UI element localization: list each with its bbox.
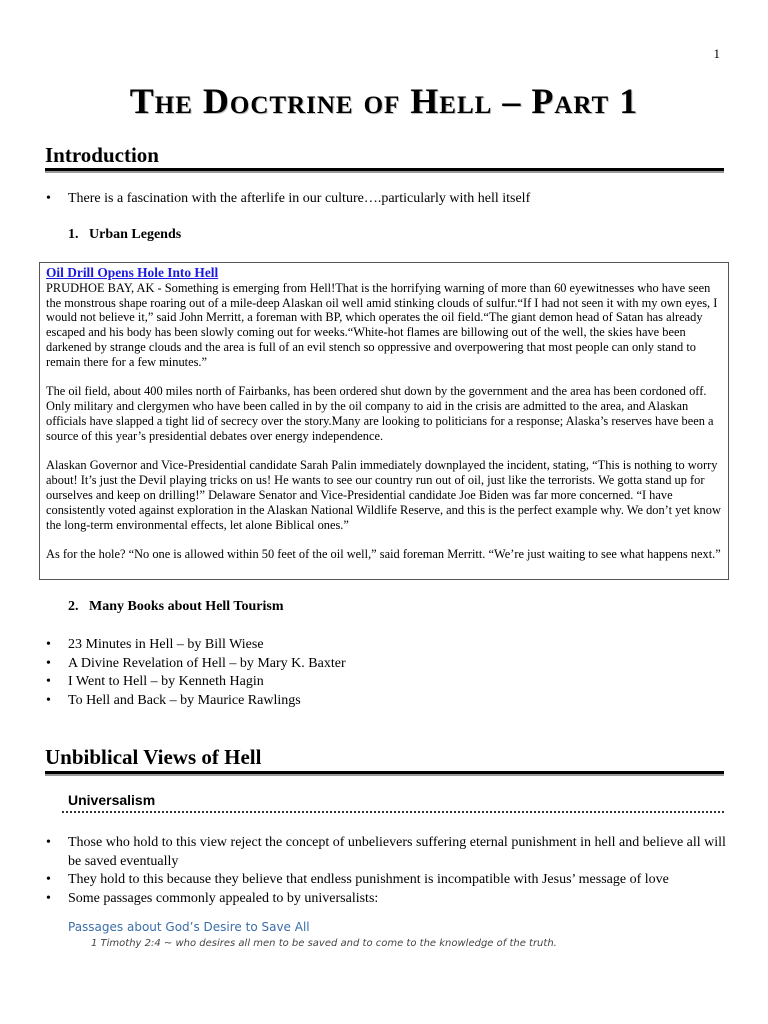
article-paragraph: PRUDHOE BAY, AK - Something is emerging from Hell!That is the horrifying warning of more than 60 eyewitnesses who have seen the monstrous shape roaring out of a mile-deep Alaskan oil well amid stinking clouds of sulfur.“If I had not seen it with my own eyes, I would not believe it,” said John Merritt, a foreman with BP, which operates the oil field.“The giant demon head of Satan has already escaped and his body has been slowly coming out for weeks.“White-hot flames are billowing out of the well, the skies have been darkened by strange clouds and the area is full of an evil stench so oppressive and overpowering that most people can only stand to remain there for a few minutes.” [46, 280, 718, 369]
list-item: • They hold to this because they believe that endless punishment is incompatible with Jesus’ message of love [0, 871, 768, 890]
section-rule [45, 771, 724, 776]
list-item: • Those who hold to this view reject the concept of unbelievers suffering eternal punishment in hell and believe all will be saved eventually [0, 834, 768, 871]
numbered-heading-hell-tourism: 2. Many Books about Hell Tourism [68, 599, 284, 614]
list-item: • 23 Minutes in Hell – by Bill Wiese [0, 636, 768, 655]
article-title-link[interactable]: Oil Drill Opens Hole Into Hell [46, 265, 219, 280]
article-paragraph: As for the hole? “No one is allowed within 50 feet of the oil well,” said foreman Merritt. “We’re just waiting to see what happens next.” [46, 547, 721, 562]
section-heading-unbiblical-views: Unbiblical Views of Hell [45, 745, 262, 769]
section-rule [45, 168, 724, 173]
passage-title: Passages about God’s Desire to Save All [68, 920, 310, 934]
universalism-bullet-list [0, 834, 768, 908]
article-paragraph: The oil field, about 400 miles north of Fairbanks, has been ordered shut down by the government and the area has been cordoned off. Only military and clergymen who have been called in by the oil company to aid in the crisis are admitted to the area, and Alaskan officials have slapped a tight lid of secrecy over the story.Many are looking to politicians for a response; Alaska’s reserves have been a source of this year’s presidential debates over energy independence. [46, 384, 714, 443]
list-item: • There is a fascination with the afterlife in our culture….particularly with hell itself [0, 190, 768, 209]
page-number: 1 [713, 46, 720, 61]
document-title: The Doctrine of Hell – Part 1 [129, 81, 639, 121]
numbered-heading-urban-legends: 1. Urban Legends [68, 227, 182, 242]
list-item: • I Went to Hell – by Kenneth Hagin [0, 673, 768, 692]
passage-text: 1 Timothy 2:4 ~ who desires all men to be saved and to come to the knowledge of the truth. [91, 938, 557, 949]
list-item: • Some passages commonly appealed to by universalists: [0, 890, 768, 909]
list-item: • To Hell and Back – by Maurice Rawlings [0, 692, 768, 711]
subheading-universalism: Universalism [68, 792, 156, 808]
section-heading-introduction: Introduction [45, 143, 159, 167]
article-paragraph: Alaskan Governor and Vice-Presidential candidate Sarah Palin immediately downplayed the incident, stating, “This is nothing to worry about! It’s just the Devil playing tricks on us! He wants to see our country run out of oil, just like the terrorists. We gotta stand up for ourselves and keep on drilling!” Delaware Senator and Vice-Presidential candidate Joe Biden was far more concerned. “I have consistently voted against exploration in the Alaskan National Wildlife Reserve, and this is the perfect example why. We don’t yet know the long-term environmental effects, let alone Biblical ones.” [46, 458, 721, 532]
book-list [0, 636, 768, 710]
dotted-rule [62, 811, 724, 813]
list-item: • A Divine Revelation of Hell – by Mary K. Baxter [0, 655, 768, 674]
article-box [39, 262, 729, 580]
intro-bullet-list [0, 190, 768, 209]
